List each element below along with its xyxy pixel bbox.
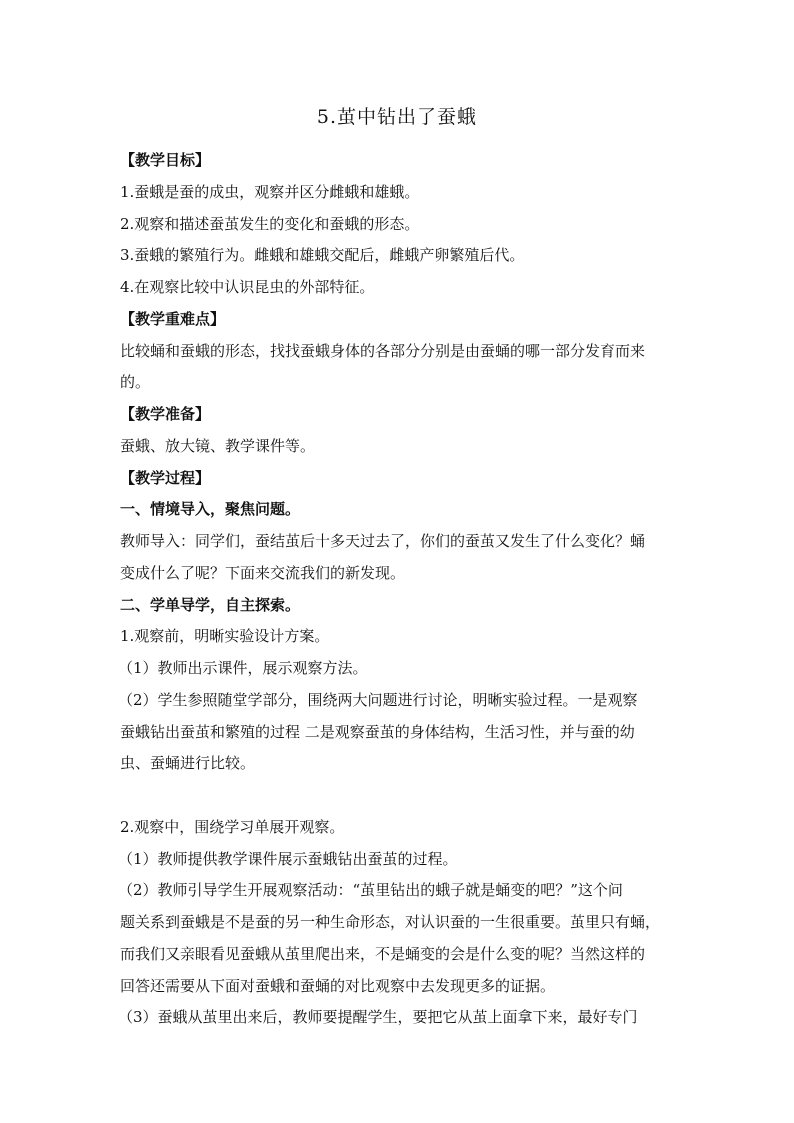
goal-item-4: 4.在观察比较中认识昆虫的外部特征。	[120, 278, 375, 296]
part1-line-1: 教师导入：同学们，蚕结茧后十多天过去了，你们的蚕茧又发生了什么变化？蛹	[120, 532, 646, 550]
goal-item-2: 2.观察和描述蚕茧发生的变化和蚕蛾的形态。	[120, 215, 420, 233]
goal-item-3: 3.蚕蛾的繁殖行为。雌蛾和雄蛾交配后，雌蛾产卵繁殖后代。	[120, 246, 525, 264]
step1-sub2-line-1: （2）学生参照随堂学部分，围绕两大问题进行讨论，明晰实验过程。一是观察	[118, 691, 638, 709]
step2-sub3: （3）蚕蛾从茧里出来后，教师要提醒学生，要把它从茧上面拿下来，最好专门	[118, 1008, 638, 1026]
step2-sub1: （1）教师提供教学课件展示蚕蛾钻出蚕茧的过程。	[118, 850, 458, 868]
key-points-line-2: 的。	[120, 373, 151, 391]
step1-sub1: （1）教师出示课件，展示观察方法。	[118, 659, 368, 677]
step2-sub2-line-1: （2）教师引导学生开展观察活动：“茧里钻出的蛾子就是蛹变的吧？”这个问	[118, 881, 623, 899]
key-points-heading: 【教学重难点】	[120, 310, 226, 328]
part1-line-2: 变成什么了呢？下面来交流我们的新发现。	[120, 564, 406, 582]
step1-title: 1.观察前，明晰实验设计方案。	[120, 627, 330, 645]
step2-sub2-line-2: 题关系到蚕蛾是不是蚕的另一种生命形态，对认识蚕的一生很重要。茧里只有蛹，	[120, 913, 661, 931]
process-heading: 【教学过程】	[120, 469, 211, 487]
step2-sub2-line-3: 而我们又亲眼看见蚕蛾从茧里爬出来，不是蛹变的会是什么变的呢？当然这样的	[120, 945, 646, 963]
goal-item-1: 1.蚕蛾是蚕的成虫，观察并区分雌蛾和雄蛾。	[120, 183, 420, 201]
key-points-line-1: 比较蛹和蚕蛾的形态，找找蚕蛾身体的各部分分别是由蚕蛹的哪一部分发育而来	[120, 342, 646, 360]
step1-sub2-line-2: 蚕蛾钻出蚕茧和繁殖的过程 二是观察蚕茧的身体结构，生活习性，并与蚕的幼	[120, 723, 635, 741]
step1-sub2-line-3: 虫、蚕蛹进行比较。	[120, 754, 256, 772]
goals-heading: 【教学目标】	[120, 151, 211, 169]
step2-title: 2.观察中，围绕学习单展开观察。	[120, 818, 345, 836]
document-title: 5.茧中钻出了蚕蛾	[316, 106, 478, 128]
preparation-heading: 【教学准备】	[120, 405, 211, 423]
part1-heading: 一、情境导入，聚焦问题。	[120, 500, 301, 518]
step2-sub2-line-4: 回答还需要从下面对蚕蛾和蚕蛹的对比观察中去发现更多的证据。	[120, 977, 556, 995]
preparation-text: 蚕蛾、放大镜、教学课件等。	[120, 437, 316, 455]
part2-heading: 二、学单导学，自主探索。	[120, 596, 301, 614]
